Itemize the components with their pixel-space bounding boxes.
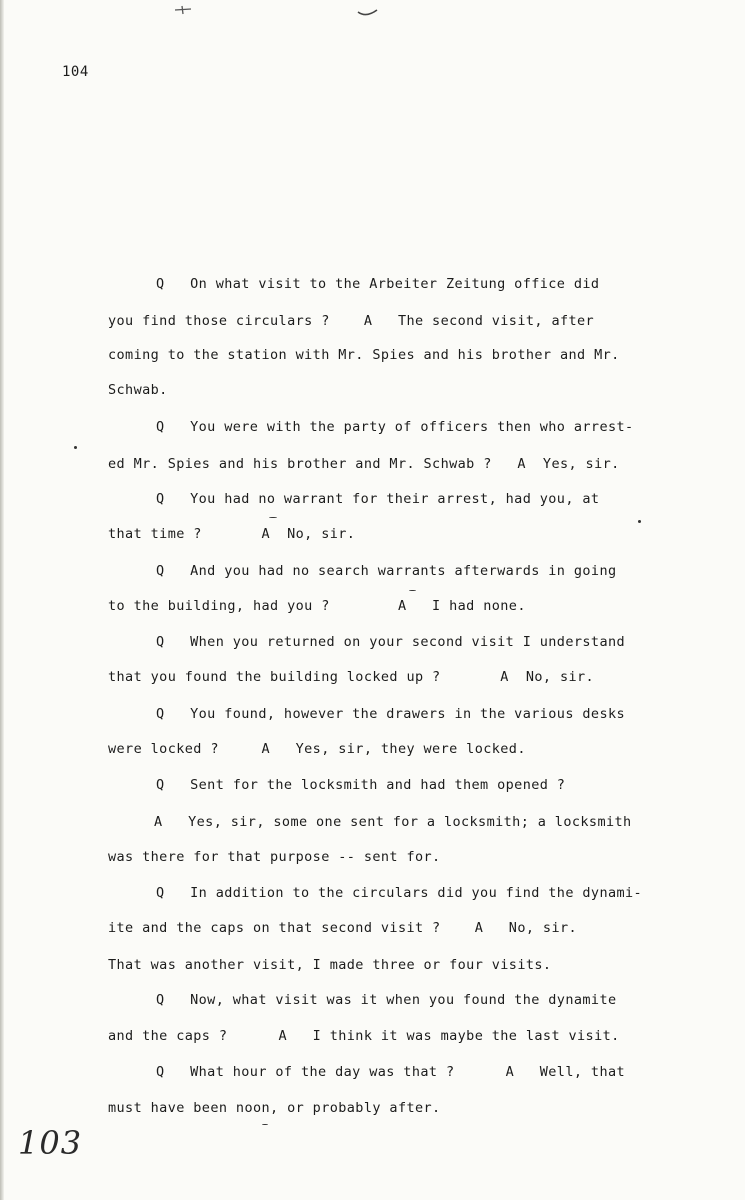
scan-speck [638, 520, 641, 523]
scan-speck [269, 517, 277, 518]
transcript-line: Q Now, what visit was it when you found the dynamite [156, 992, 617, 1008]
transcript-line: That was another visit, I made three or four visits. [108, 957, 552, 973]
handwritten-page-number: 103 [18, 1124, 83, 1162]
transcript-line: must have been noon, or probably after. [108, 1100, 441, 1116]
transcript-line: ed Mr. Spies and his brother and Mr. Schwab ? A Yes, sir. [108, 456, 620, 472]
transcript-line: ite and the caps on that second visit ? A No, sir. [108, 920, 578, 936]
transcript-line: A Yes, sir, some one sent for a locksmith; a locksmith [154, 814, 632, 830]
page-edge-shadow [0, 0, 4, 1200]
transcript-line: to the building, had you ? A I had none. [108, 598, 526, 614]
page-number: 104 [62, 64, 89, 80]
transcript-line: Q When you returned on your second visit I understand [156, 634, 626, 650]
transcript-line: Q You had no warrant for their arrest, had you, at [156, 491, 600, 507]
scan-speck [409, 590, 416, 591]
top-scan-mark [172, 4, 194, 18]
transcript-line: Q Sent for the locksmith and had them opened ? [156, 777, 566, 793]
transcript-line: was there for that purpose -- sent for. [108, 849, 441, 865]
transcript-line: Q And you had no search warrants afterwards in going [156, 563, 617, 579]
transcript-line: that you found the building locked up ? A No, sir. [108, 669, 595, 685]
transcript-line: and the caps ? A I think it was maybe the last visit. [108, 1028, 620, 1044]
scan-speck [262, 1124, 268, 1125]
transcript-line: Q What hour of the day was that ? A Well, that [156, 1064, 626, 1080]
transcript-line: Q You were with the party of officers then who arrest- [156, 419, 634, 435]
transcript-line: coming to the station with Mr. Spies and his brother and Mr. [108, 347, 620, 363]
transcript-line: Q In addition to the circulars did you find the dynami- [156, 885, 643, 901]
transcript-line: that time ? A No, sir. [108, 526, 356, 542]
transcript-line: Q On what visit to the Arbeiter Zeitung office did [156, 276, 600, 292]
transcript-line: you find those circulars ? A The second visit, after [108, 313, 595, 329]
transcript-line: were locked ? A Yes, sir, they were locked. [108, 741, 526, 757]
transcript-line: Q You found, however the drawers in the various desks [156, 706, 626, 722]
top-scan-mark-2 [356, 4, 380, 22]
transcript-line: Schwab. [108, 382, 168, 398]
scan-speck [74, 446, 77, 449]
